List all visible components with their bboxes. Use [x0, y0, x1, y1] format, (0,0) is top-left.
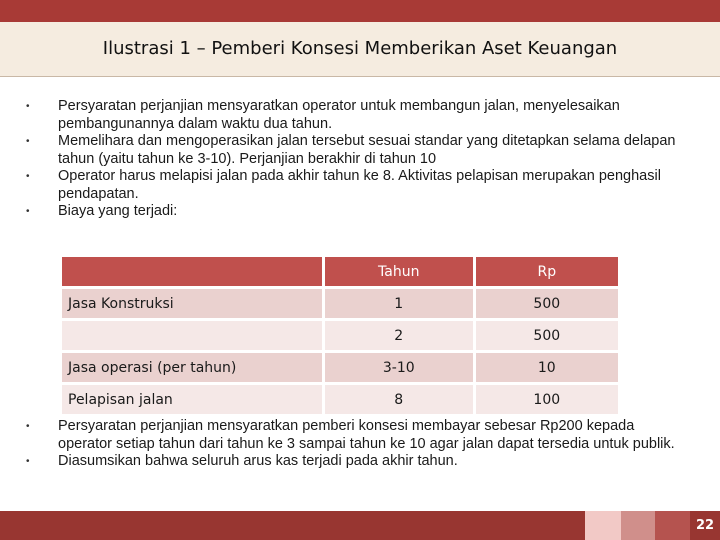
table-cell-item	[62, 318, 325, 350]
table-cell-item: Jasa operasi (per tahun)	[62, 350, 325, 382]
bullet-text: Persyaratan perjanjian mensyaratkan pemberi konsesi membayar sebesar Rp200 kepada operator setiap tahun dari tahun ke 3 sampai tahun ke 10 agar jalan dapat tersedia untuk publik.	[58, 418, 675, 452]
top-bullet-list	[26, 98, 686, 221]
slide-title: Ilustrasi 1 – Pemberi Konsesi Memberikan Aset Keuangan	[102, 38, 618, 59]
table-cell-amount: 500	[476, 286, 618, 318]
table-row	[62, 350, 618, 382]
bullet-icon: •	[26, 136, 30, 147]
bullet-icon: •	[26, 456, 30, 467]
table-cell-amount: 10	[476, 350, 618, 382]
bullet-item	[26, 168, 686, 203]
footer-swatch-dark	[655, 511, 690, 540]
table-cell-amount: 500	[476, 318, 618, 350]
bullet-icon: •	[26, 101, 30, 112]
table-header-row	[62, 257, 618, 286]
header-cell-item	[62, 257, 325, 286]
top-accent-bar	[0, 0, 720, 22]
bullet-item	[26, 453, 686, 471]
table-cell-year: 8	[325, 382, 476, 414]
bullet-item	[26, 98, 686, 133]
table-row	[62, 318, 618, 350]
table-row	[62, 286, 618, 318]
header-cell-year: Tahun	[325, 257, 476, 286]
bullet-icon: •	[26, 206, 30, 217]
cost-table	[62, 257, 618, 414]
bullet-icon: •	[26, 171, 30, 182]
bullet-text: Memelihara dan mengoperasikan jalan tersebut sesuai standar yang ditetapkan selama delapan tahun (yaitu tahun ke 3-10). Perjanjian berakhir di tahun 10	[58, 133, 676, 167]
bullet-item	[26, 418, 686, 453]
bottom-bullet-list	[26, 418, 686, 471]
bullet-text: Operator harus melapisi jalan pada akhir tahun ke 8. Aktivitas pelapisan merupakan penghasil pendapatan.	[58, 168, 661, 202]
table-row	[62, 382, 618, 414]
bullet-text: Biaya yang terjadi:	[58, 203, 178, 219]
bullet-icon: •	[26, 421, 30, 432]
bullet-text: Persyaratan perjanjian mensyaratkan operator untuk membangun jalan, menyelesaikan pembangunannya dalam waktu dua tahun.	[58, 98, 620, 132]
table-cell-year: 2	[325, 318, 476, 350]
page-number: 22	[695, 518, 715, 533]
table-cell-amount: 100	[476, 382, 618, 414]
table-cell-year: 3-10	[325, 350, 476, 382]
table-cell-year: 1	[325, 286, 476, 318]
bullet-text: Diasumsikan bahwa seluruh arus kas terjadi pada akhir tahun.	[58, 453, 458, 469]
bullet-item	[26, 133, 686, 168]
bullet-item	[26, 203, 686, 221]
header-cell-amount: Rp	[476, 257, 618, 286]
footer-swatch-mid	[621, 511, 655, 540]
table-cell-item: Pelapisan jalan	[62, 382, 325, 414]
footer-swatch-light	[585, 511, 621, 540]
table-cell-item: Jasa Konstruksi	[62, 286, 325, 318]
